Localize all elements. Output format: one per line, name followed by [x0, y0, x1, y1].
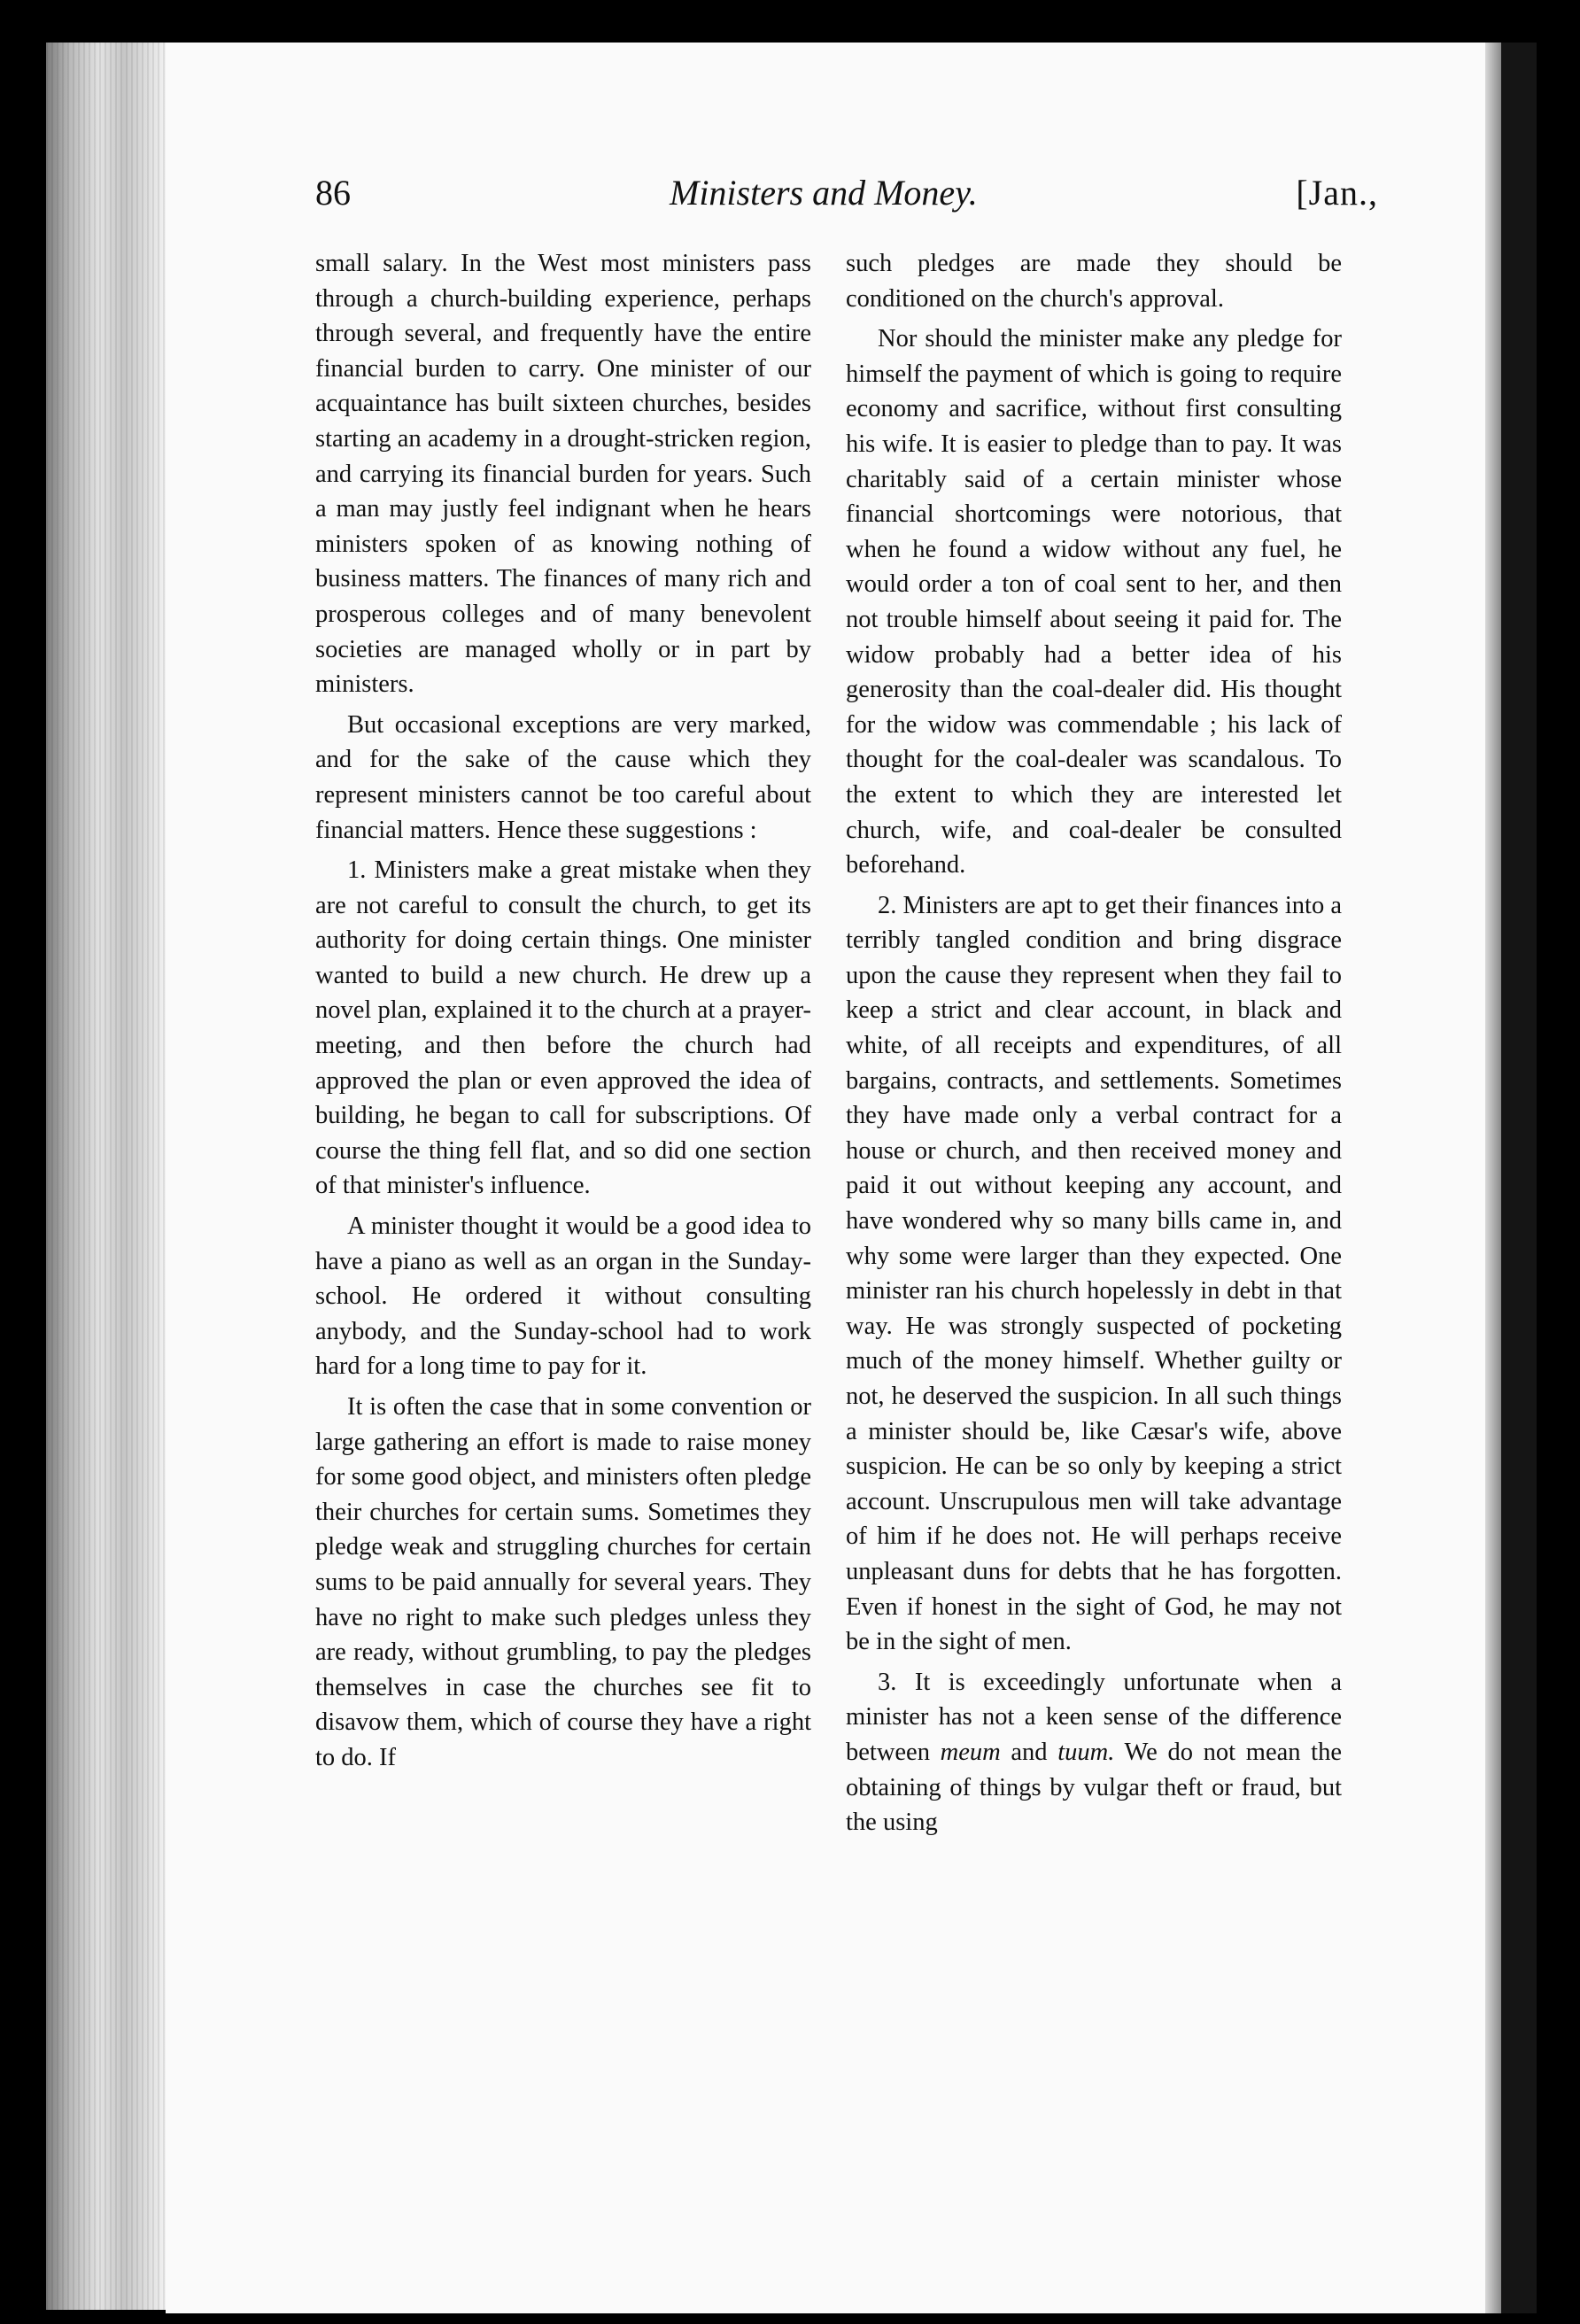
paragraph: Nor should the minister make any pledge for himself the payment of which is going to require economy and sacrifice, without first consulting his wife. It is easier to pledge than to pay. It was charitably said of a certain minister whose financial shortcomings were notorious, that when he found a widow without any fuel, he would order a ton of coal sent to her, and then not trouble himself about seeing it paid for. The widow probably had a better idea of his generosity than the coal-dealer did. His thought for the widow was commendable ; his lack of thought for the coal-dealer was scandalous. To the extent to which they are interested let church, wife, and coal-dealer be consulted beforehand. — [846, 325, 1342, 879]
paragraph: A minister thought it would be a good idea to have a piano as well as an organ in the Sunday-school. He ordered it without consulting anybody, and the Sunday-school had to work hard for a long time to pay for it. — [315, 1212, 811, 1381]
text-run: We do not mean the obtaining of things by vulgar theft or fraud, but the using — [846, 1738, 1342, 1837]
paragraph: It is often the case that in some convention or large gathering an effort is made to raise money for some good object, and ministers often pledge their churches for certain sums. Sometimes they pledge weak and struggling churches for certain sums to be paid annually for several years. They have no right to make such pledges unless they are ready, without grumbling, to pay the pledges themselves in case the churches see fit to disavow them, which of course they have a right to do. If — [315, 1393, 811, 1771]
right-column — [846, 246, 1342, 1846]
paragraph: such pledges are made they should be conditioned on the church's approval. — [846, 250, 1342, 313]
scan-border — [1501, 43, 1537, 2313]
text-run: 3. It is exceedingly unfortunate when a minister has not a keen sense of the difference between — [846, 1668, 1342, 1766]
page-number: 86 — [315, 173, 351, 213]
book-spine — [46, 43, 166, 2310]
paragraph: But occasional exceptions are very marked, and for the sake of the cause which they represent ministers cannot be too careful about financial matters. Hence these suggestions : — [315, 710, 811, 844]
paragraph — [846, 1665, 1342, 1840]
paragraph: 1. Ministers make a great mistake when they are not careful to consult the church, to get its authority for doing certain things. One minister wanted to build a new church. He drew up a novel plan, explained it to the church at a prayer-meeting, and then before the church had approved the plan or even approved the idea of building, he began to call for subscriptions. Of course the thing fell flat, and so did one section of that minister's influence. — [315, 856, 811, 1200]
issue-month: [Jan., — [1296, 173, 1378, 213]
left-column — [315, 246, 811, 1781]
running-header — [315, 167, 1378, 220]
latin-term: tuum. — [1057, 1738, 1115, 1766]
paragraph: 2. Ministers are apt to get their finances into a terribly tangled condition and bring disgrace upon the cause they represent when they fail to keep a strict and clear account, in black and white, of all receipts and expenditures, of all bargains, contracts, and settlements. Sometimes they have made only a verbal contract for a house or church, and then received money and paid it out without keeping any account, and have wondered why so many bills came in, and why some were larger than they expected. One minister ran his church hopelessly in debt in that way. He was strongly suspected of pocketing much of the money himself. Whether guilty or not, he deserved the suspicion. In all such things a minister should be, like Cæsar's wife, above suspicion. He can be so only by keeping a strict account. Unscrupulous men will take advantage of him if he does not. He will perhaps receive unpleasant duns for debts that he has forgotten. Even if honest in the sight of God, he may not be in the sight of men. — [846, 891, 1342, 1656]
latin-term: meum — [940, 1738, 1001, 1766]
running-title: Ministers and Money. — [670, 173, 978, 213]
text-run: and — [1011, 1738, 1048, 1766]
page-edge — [1485, 43, 1501, 2313]
paragraph: small salary. In the West most ministers pass through a church-building experience, perhaps through several, and frequently have the entire financial burden to carry. One minister of our acquaintance has built sixteen churches, besides starting an academy in a drought-stricken region, and carrying its financial burden for years. Such a man may justly feel indignant when he hears ministers spoken of as knowing nothing of business matters. The finances of many rich and prosperous colleges and of many benevolent societies are managed wholly or in part by ministers. — [315, 250, 811, 699]
